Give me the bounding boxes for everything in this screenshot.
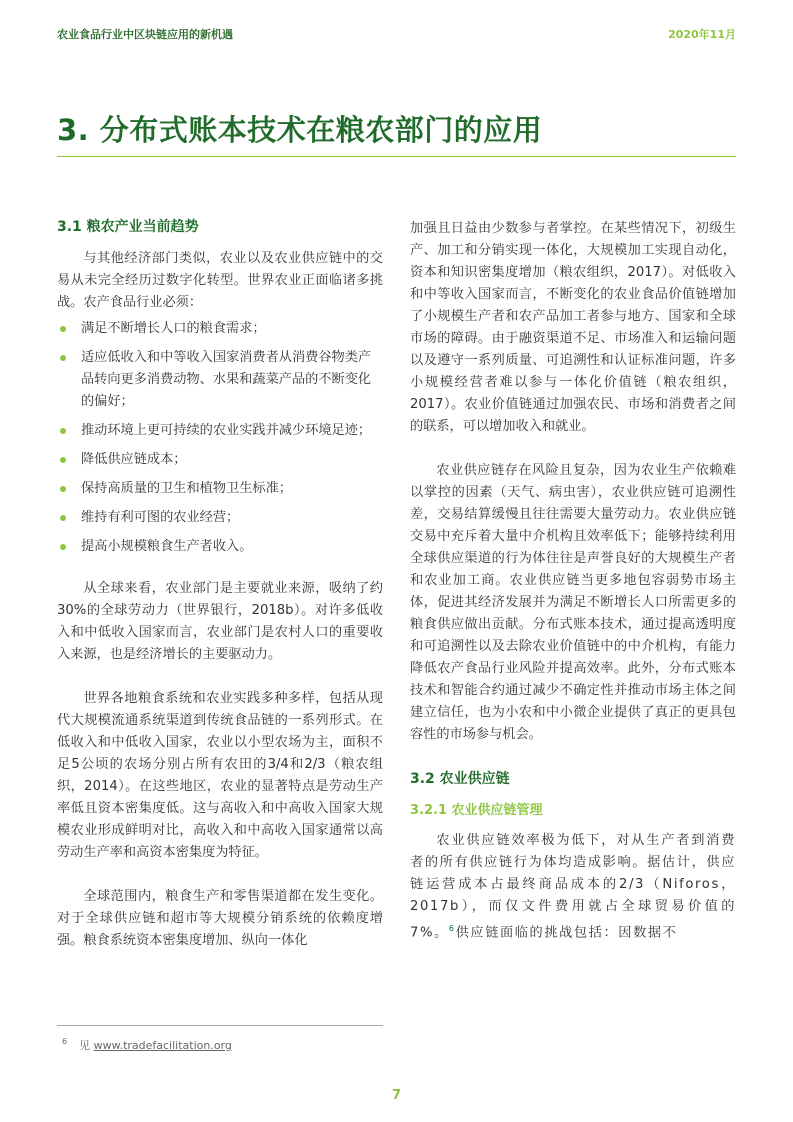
footnote-prefix: 见 [79, 1039, 91, 1052]
bullet-icon [60, 326, 66, 332]
section-3-2-1-heading: 3.2.1 农业供应链管理 [410, 803, 543, 818]
challenge-list [57, 318, 383, 558]
retail-channels-paragraph: 全球范围内，粮食生产和零售渠道都在发生变化。对于全球供应链和超市等大规模分销系统的依赖度增强。粮食系统资本密集度增加、纵向一体化 [57, 889, 383, 948]
list-item: 推动环境上更可持续的农业实践并减少环境足迹； [57, 420, 383, 442]
bullet-icon [60, 515, 66, 521]
footnote-link[interactable]: www.tradefacilitation.org [93, 1039, 232, 1052]
supply-chain-management-paragraph: 农业供应链效率极为低下，对从生产者到消费者的所有供应链行为体均造成影响。据估计，供应链运营成本占最终商品成本的2/3（Niforos，2017b），而仅文件费用就占全球贸易价值的7%。$^6$供应链面临的挑战包括：因数据不 [410, 833, 736, 941]
list-item: 提高小规模粮食生产者收入。 [57, 536, 383, 558]
header-date: 2020年11月 [668, 28, 736, 41]
left-column [57, 216, 383, 974]
bullet-icon [60, 355, 66, 361]
page-number: 7 [391, 1088, 402, 1103]
value-chain-paragraph: 加强且日益由少数参与者掌控。在某些情况下，初级生产、加工和分销实现一体化，大规模加工实现自动化，资本和知识密集度增加（粮农组织，2017）。对低收入和中等收入国家而言，不断变化的农业食品价值链增加了小规模生产者和农产品加工者参与地方、国家和全球市场的障碍。由于融资渠道不足、市场准入和运输问题以及遵守一系列质量、可追溯性和认证标准问题，许多小规模经营者难以参与一体化价值链（粮农组织，2017）。农业价值链通过加强农民、市场和消费者之间的联系，可以增加收入和就业。 [410, 221, 736, 434]
bullet-icon [60, 457, 66, 463]
right-column [410, 218, 736, 966]
employment-paragraph: 从全球来看，农业部门是主要就业来源，吸纳了约30%的全球劳动力（世界银行，2018b）。对许多低收入和中低收入国家而言，农业部门是农村人口的重要收入来源，也是经济增长的主要驱动力。 [57, 581, 383, 662]
section-3-2-heading: 3.2 农业供应链 [410, 771, 510, 787]
bullet-icon [60, 486, 66, 492]
list-item: 适应低收入和中等收入国家消费者从消费谷物类产品转向更多消费动物、水果和蔬菜产品的不断变化的偏好； [57, 347, 383, 413]
list-item: 满足不断增长人口的粮食需求； [57, 318, 383, 340]
list-item: 降低供应链成本； [57, 449, 383, 471]
footnote-reference[interactable]: 6 [448, 924, 456, 933]
list-item: 保持高质量的卫生和植物卫生标准； [57, 478, 383, 500]
intro-paragraph: 与其他经济部门类似，农业以及农业供应链中的交易从未完全经历过数字化转型。世界农业正面临诸多挑战。农产食品行业必须： [57, 251, 383, 310]
food-systems-paragraph: 世界各地粮食系统和农业实践多种多样，包括从现代大规模流通系统渠道到传统食品链的一系列形式。在低收入和中低收入国家，农业以小型农场为主，面积不足5公顷的农场分别占所有农田的3/4和2/3（粮农组织，2014）。在这些地区，农业的显著特点是劳动生产率低且资本密集度低。这与高收入和中高收入国家大规模农业形成鲜明对比，高收入和中高收入国家通常以高劳动生产率和高资本密集度为特征。 [57, 691, 383, 860]
footnote-mark: 6 [62, 1037, 68, 1047]
section-3-1-heading: 3.1 粮农产业当前趋势 [57, 219, 199, 235]
bullet-icon [60, 428, 66, 434]
supply-chain-risk-paragraph: 农业供应链存在风险且复杂，因为农业生产依赖难以掌控的因素（天气、病虫害），农业供应链可追溯性差，交易结算缓慢且往往需要大量劳动力。农业供应链交易中充斥着大量中介机构且效率低下；能够持续利用全球供应渠道的行为体往往是声誉良好的大规模生产者和农业加工商。农业供应链当更多地包容弱势市场主体，促进其经济发展并为满足不断增长人口所需更多的粮食供应做出贡献。分布式账本技术，通过提高透明度和可追溯性以及去除农业价值链中的中介机构，有能力降低农产食品行业风险并提高效率。此外，分布式账本技术和智能合约通过减少不确定性并推动市场主体之间建立信任，也为小农和中小微企业提供了真正的更具包容性的市场参与机会。 [410, 463, 736, 742]
bullet-icon [60, 544, 66, 550]
header-report-title: 农业食品行业中区块链应用的新机遇 [57, 28, 233, 41]
footnote-divider [57, 1025, 383, 1026]
page-title: 3. 分布式账本技术在粮农部门的应用 [57, 113, 543, 147]
title-divider [57, 156, 736, 157]
footnote [62, 1037, 232, 1053]
list-item: 维持有利可图的农业经营； [57, 507, 383, 529]
